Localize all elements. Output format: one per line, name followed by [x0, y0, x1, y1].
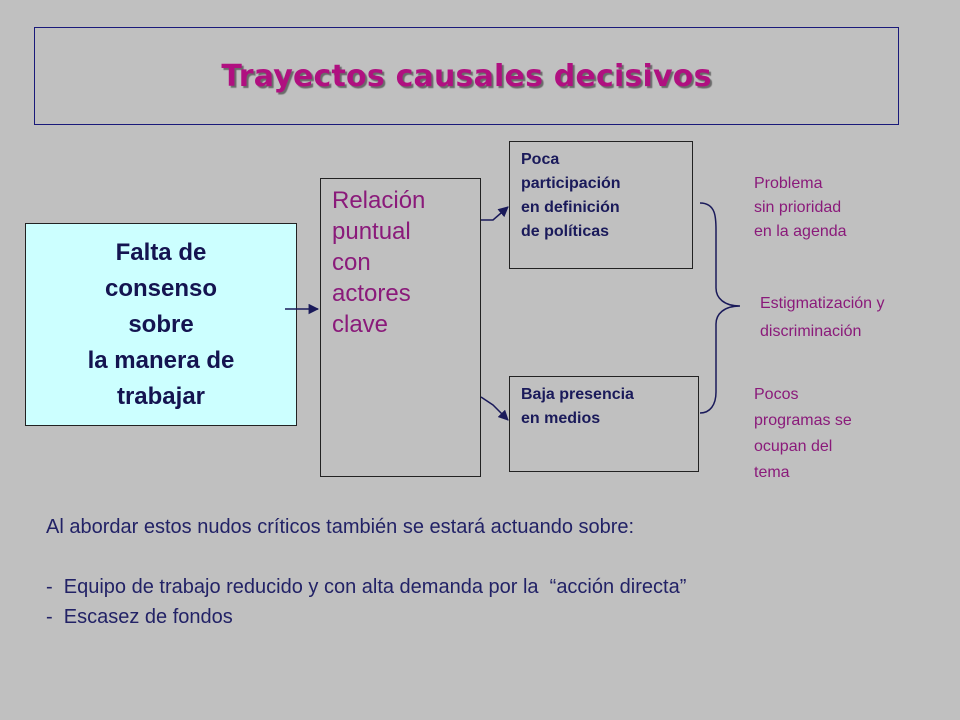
- effect-line: Problema: [754, 175, 823, 192]
- branch-line: en medios: [521, 410, 601, 427]
- root-line: sobre: [128, 310, 194, 338]
- note-spacer: [46, 542, 686, 572]
- root-line: consenso: [104, 274, 218, 302]
- effect-line: Pocos: [754, 386, 799, 403]
- root-line: Falta de: [115, 238, 207, 266]
- effect-line: programas se: [754, 412, 852, 429]
- branch-line: participación: [521, 175, 621, 192]
- relation-line: Relación: [332, 187, 426, 214]
- relation-line: actores: [332, 280, 411, 307]
- effect-line: en la agenda: [754, 223, 847, 240]
- effect-line: Estigmatización y: [760, 295, 885, 312]
- note-block: [46, 512, 686, 632]
- slide-title: Trayectos causales decisivos: [221, 58, 712, 94]
- note-intro: Al abordar estos nudos críticos también se estará actuando sobre:: [46, 516, 635, 538]
- root-line: la manera de: [87, 346, 235, 374]
- arrow-relation-to-media: [481, 397, 508, 420]
- effect-line: tema: [754, 464, 790, 481]
- branch-line: Poca: [521, 151, 560, 168]
- note-item: - Escasez de fondos: [46, 606, 233, 628]
- root-line: trabajar: [116, 382, 206, 410]
- effect-line: sin prioridad: [754, 199, 842, 216]
- branch-line: Baja presencia: [521, 386, 634, 403]
- note-item: - Equipo de trabajo reducido y con alta demanda por la “acción directa”: [46, 576, 687, 598]
- brace-effects: [700, 203, 740, 413]
- effect-line: discriminación: [760, 323, 862, 340]
- relation-line: puntual: [332, 218, 411, 245]
- arrow-relation-to-participation: [481, 207, 508, 220]
- relation-line: clave: [332, 311, 389, 338]
- effect-line: ocupan del: [754, 438, 833, 455]
- relation-line: con: [332, 249, 371, 276]
- branch-line: en definición: [521, 199, 620, 216]
- branch-line: de políticas: [521, 223, 610, 240]
